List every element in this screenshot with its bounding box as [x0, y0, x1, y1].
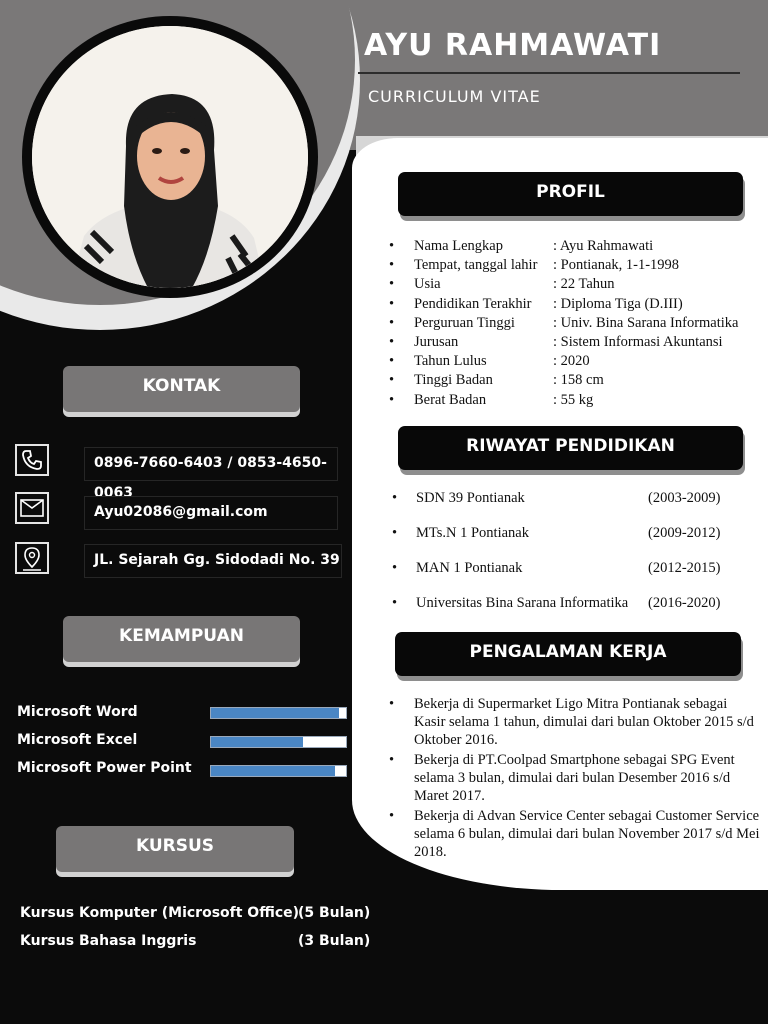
list-item: • Bekerja di Advan Service Center sebagai Customer Service selama 6 bulan, dimulai dari bulan November 2017 s/d Mei 2018. [389, 807, 761, 861]
profile-key: Tinggi Badan [414, 372, 493, 389]
pengalaman-header: PENGALAMAN KERJA [395, 632, 741, 676]
address-field: JL. Sejarah Gg. Sidodadi No. 39 [84, 544, 342, 578]
profile-value: : Sistem Informasi Akuntansi [553, 333, 723, 350]
list-item: • Bekerja di Supermarket Ligo Mitra Pontianak sebagai Kasir selama 1 tahun, dimulai dari bulan Oktober 2015 s/d Oktober 2016. [389, 695, 761, 749]
skill-label: Microsoft Power Point [17, 760, 192, 776]
kontak-header: KONTAK [63, 366, 300, 412]
skill-label: Microsoft Excel [17, 732, 138, 748]
school-years: (2009-2012) [648, 525, 721, 541]
skill-fill [211, 766, 335, 776]
profile-key: Berat Badan [414, 391, 487, 408]
list-item [389, 371, 739, 390]
course-duration: (3 Bulan) [298, 933, 371, 949]
email-field: Ayu02086@gmail.com [84, 496, 338, 530]
school-name: Universitas Bina Sarana Informatika [416, 595, 629, 611]
profile-value: : 55 kg [553, 391, 594, 408]
name-underline [358, 72, 740, 74]
skill-bar-powerpoint [210, 765, 347, 777]
document-subtitle: CURRICULUM VITAE [368, 87, 541, 106]
profile-value: : Diploma Tiga (D.III) [553, 295, 683, 312]
skill-fill [211, 737, 303, 747]
phone-glyph [20, 448, 44, 472]
profile-key: Perguruan Tinggi [414, 314, 515, 331]
list-item [389, 391, 739, 410]
skill-fill [211, 708, 339, 718]
profile-key: Usia [414, 276, 441, 293]
portrait-illustration [32, 26, 308, 288]
person-name: AYU RAHMAWATI [364, 28, 662, 63]
list-item [389, 256, 739, 275]
school-years: (2012-2015) [648, 560, 721, 576]
profile-key: Pendidikan Terakhir [414, 295, 532, 312]
profile-photo [32, 26, 308, 288]
skill-bar-word [210, 707, 347, 719]
course-duration: (5 Bulan) [298, 905, 371, 921]
kemampuan-header: KEMAMPUAN [63, 616, 300, 662]
list-item [392, 523, 721, 558]
phone-icon [15, 444, 49, 476]
email-glyph [19, 497, 45, 519]
school-name: MTs.N 1 Pontianak [416, 525, 529, 541]
pendidikan-header: RIWAYAT PENDIDIKAN [398, 426, 743, 470]
profile-key: Nama Lengkap [414, 238, 503, 254]
profile-value: : 22 Tahun [553, 276, 615, 293]
school-years: (2016-2020) [648, 595, 721, 611]
list-item [392, 558, 721, 593]
list-item [389, 275, 739, 294]
school-name: SDN 39 Pontianak [416, 490, 525, 506]
profile-value: : 2020 [553, 353, 590, 370]
profile-value: : Univ. Bina Sarana Informatika [553, 314, 739, 331]
list-item [389, 237, 739, 256]
list-item [392, 593, 721, 628]
profile-value: : 158 cm [553, 372, 604, 389]
list-item [389, 333, 739, 352]
education-list [392, 488, 721, 628]
location-glyph [20, 546, 44, 572]
school-name: MAN 1 Pontianak [416, 560, 523, 576]
course-name: Kursus Komputer (Microsoft Office) [20, 905, 300, 921]
kursus-header: KURSUS [56, 826, 294, 872]
profile-key: Tahun Lulus [414, 353, 487, 370]
profile-value: : Ayu Rahmawati [553, 238, 654, 254]
email-icon [15, 492, 49, 524]
list-item [389, 352, 739, 371]
skill-label: Microsoft Word [17, 704, 138, 720]
profile-value: : Pontianak, 1-1-1998 [553, 257, 680, 274]
profile-key: Jurusan [414, 333, 459, 350]
profile-list [389, 237, 739, 410]
profile-key: Tempat, tanggal lahir [414, 257, 538, 274]
list-item: • Bekerja di PT.Coolpad Smartphone sebagai SPG Event selama 3 bulan, dimulai dari bulan Desember 2016 s/d Maret 2017. [389, 751, 761, 805]
list-item [389, 314, 739, 333]
school-years: (2003-2009) [648, 490, 721, 506]
skill-bar-excel [210, 736, 347, 748]
profil-header: PROFIL [398, 172, 743, 216]
course-name: Kursus Bahasa Inggris [20, 933, 197, 949]
phone-field: 0896-7660-6403 / 0853-4650-0063 [84, 447, 338, 481]
list-item [389, 295, 739, 314]
experience-list [389, 695, 761, 863]
list-item [392, 488, 721, 523]
location-pin-icon [15, 542, 49, 574]
